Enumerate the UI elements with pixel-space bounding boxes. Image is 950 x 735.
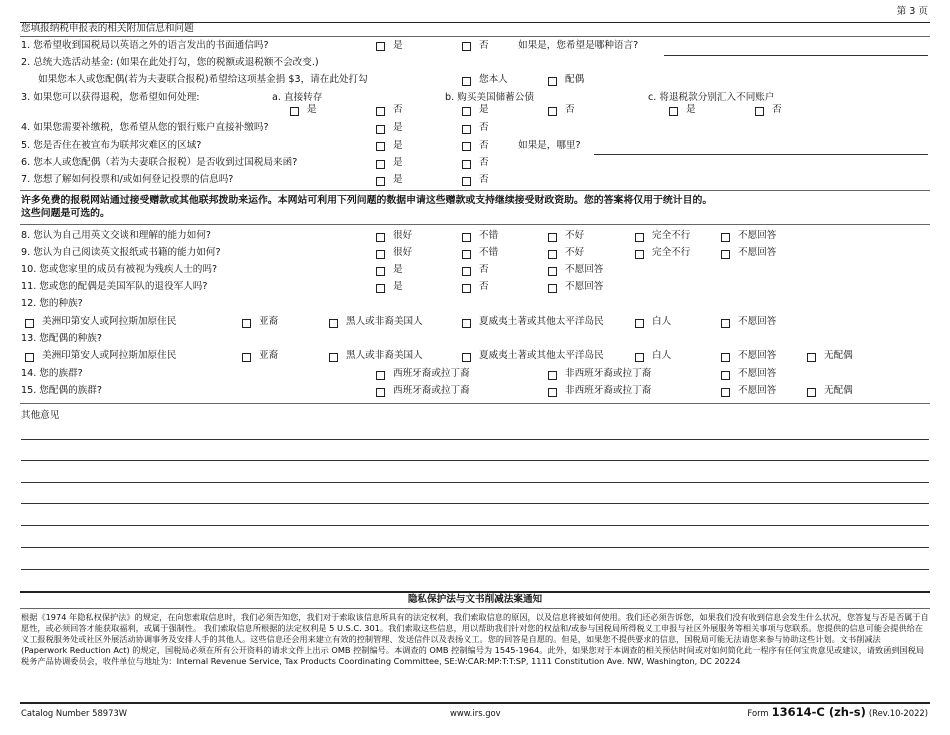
- q4-no-label: 否: [479, 122, 489, 133]
- q15-o2-checkbox[interactable]: [548, 388, 557, 397]
- q12-o6-checkbox[interactable]: [721, 319, 730, 328]
- q11-yes-checkbox[interactable]: [376, 284, 385, 293]
- q11-yes-label: 是: [393, 281, 403, 292]
- catalog-number: Catalog Number 58973W: [21, 708, 128, 718]
- q13-o6-label: 不愿回答: [738, 350, 777, 361]
- q5-follow-label: 如果是，哪里?: [518, 140, 581, 151]
- q11-text: 11. 您或您的配偶是美国军队的退役军人吗?: [21, 281, 208, 292]
- q15-o1-checkbox[interactable]: [376, 388, 385, 397]
- q3-b-yes-checkbox[interactable]: [462, 107, 471, 116]
- q12-o3-checkbox[interactable]: [329, 319, 338, 328]
- comment-line-4[interactable]: [21, 503, 929, 504]
- q5-no-label: 否: [479, 140, 489, 151]
- q15-o3-label: 不愿回答: [738, 385, 777, 396]
- q10-no-checkbox[interactable]: [462, 267, 471, 276]
- q3-a-no-label: 否: [393, 104, 403, 115]
- q5-no-checkbox[interactable]: [462, 142, 471, 151]
- q13-o1-checkbox[interactable]: [25, 353, 34, 362]
- privacy-top-rule: [20, 591, 930, 593]
- q8-o5-checkbox[interactable]: [721, 233, 730, 242]
- q12-o6-label: 不愿回答: [738, 316, 777, 327]
- q13-o3-label: 黑人或非裔美国人: [346, 350, 423, 361]
- q10-text: 10. 您或您家里的成员有被视为残疾人士的吗?: [21, 264, 218, 275]
- q9-o1-checkbox[interactable]: [376, 250, 385, 259]
- q15-o2-label: 非西班牙裔或拉丁裔: [565, 385, 652, 396]
- q2-spouse-label: 配偶: [565, 74, 585, 85]
- q7-yes-label: 是: [393, 174, 403, 185]
- q1-text: 1. 您希望收到国税局以英语之外的语言发出的书面通信吗?: [21, 40, 269, 51]
- q4-yes-label: 是: [393, 122, 403, 133]
- q6-text: 6. 您本人或您配偶（若为夫妻联合报税）是否收到过国税局来函?: [21, 157, 298, 168]
- q8-o4-checkbox[interactable]: [635, 233, 644, 242]
- q8-o1-checkbox[interactable]: [376, 233, 385, 242]
- q8-o2-checkbox[interactable]: [462, 233, 471, 242]
- q7-text: 7. 您想了解如何投票和/或如何登记投票的信息吗?: [21, 174, 234, 185]
- comment-line-1[interactable]: [21, 439, 929, 440]
- q1-no-label: 否: [479, 40, 489, 51]
- q1-no-checkbox[interactable]: [462, 42, 471, 51]
- q12-o5-checkbox[interactable]: [635, 319, 644, 328]
- q6-no-checkbox[interactable]: [462, 160, 471, 169]
- q14-text: 14. 您的族群?: [21, 368, 83, 379]
- privacy-title: 隐私保护法与文书削减法案通知: [407, 594, 543, 605]
- q5-text: 5. 您是否住在被宣布为联邦灾难区的区域?: [21, 140, 202, 151]
- q12-o2-label: 亚裔: [259, 316, 279, 327]
- q15-o1-label: 西班牙裔或拉丁裔: [393, 385, 470, 396]
- q11-no-checkbox[interactable]: [462, 284, 471, 293]
- q8-o2-label: 不错: [479, 230, 499, 241]
- notice-line-1: 许多免费的报税网站通过接受赠款或其他联邦拨助来运作。本网站可利用下列问题的数据申请这些赠款或支持继续接受财政资助。您的答案将仅用于统计目的。: [21, 195, 713, 206]
- notice-line-2: 这些问题是可选的。: [21, 208, 110, 219]
- q5-location-field[interactable]: [594, 154, 928, 155]
- q5-yes-checkbox[interactable]: [376, 142, 385, 151]
- q3-c-yes-checkbox[interactable]: [669, 107, 678, 116]
- q8-o3-label: 不好: [565, 230, 585, 241]
- q12-o1-label: 美洲印第安人或阿拉斯加原住民: [42, 316, 177, 327]
- q12-o4-checkbox[interactable]: [462, 319, 471, 328]
- q3-a-yes-label: 是: [307, 104, 317, 115]
- q8-o4-label: 完全不行: [652, 230, 691, 241]
- q3-a-label: a. 直接转存: [272, 92, 323, 103]
- privacy-text: 根据《1974 年隐私权保护法》的规定，在向您索取信息时，我们必须告知您，我们对于索取该信息所具有的法定权利，我们索取信息的原因，以及信息将被如何使用。我们还必须告诉您，如果我们没有收到信息会发生什么状况，您答复与否是否属于自愿性，或必须回答才能获取福利，或属于强制性。 我们索取信息所根据的法定权利是 5 U.S.C. 301。我们索取这些信息，用以帮助我们针对您的权益和/或参与国税局所得税义工申报与社区外展服务等相关事项与您联系。您提供的信息可能会提供给在义工报税服务处或社区外展活动协调事务及安排人手的其他人。这些信息还会用来建立有效的控制管理、发送信件以及表扬义工。您的回答是自愿的。但是，如果您不提供要求的信息，国税局可能无法请您来参与协助这些计划。文书削减法 (Paperwork Reduction Act) 的规定，国税局必须在所有公开资料的请求文件上出示 OMB 控制编号。本调查的 OMB 控制编号为 1545-1964。此外，如果您对于本调查的相关预估时间或对如何简化此一程序有任何宝贵意见或建议，请致函到国税局税务产品协调委员会，收件单位与地址为：Internal Revenue Service, Tax Products Coordinating Committee, SE:W:CAR:MP:T:T:SP, 1111 Constitution Ave. NW, Washington, DC 20224: [21, 612, 929, 666]
- q9-text: 9. 您认为自己阅读英文报纸或书籍的能力如何?: [21, 247, 221, 258]
- q6-yes-checkbox[interactable]: [376, 160, 385, 169]
- privacy-title-rule: [20, 608, 930, 609]
- other-comments-label: 其他意见: [21, 410, 60, 421]
- q8-o3-checkbox[interactable]: [548, 233, 557, 242]
- q2-text: 2. 总统大选活动基金: (如果在此处打勾，您的税额或退税额不会改变.): [21, 57, 319, 68]
- q9-o4-label: 完全不行: [652, 247, 691, 258]
- q11-decline-label: 不愿回答: [565, 281, 604, 292]
- q4-text: 4. 如果您需要补缴税，您希望从您的银行账户直接补缴吗?: [21, 122, 269, 133]
- q13-text: 13. 您配偶的种族?: [21, 333, 102, 344]
- q13-o6-checkbox[interactable]: [721, 353, 730, 362]
- q9-o5-label: 不愿回答: [738, 247, 777, 258]
- q3-b-label: b. 购买美国储蓄公债: [445, 92, 534, 103]
- q8-o5-label: 不愿回答: [738, 230, 777, 241]
- q4-no-checkbox[interactable]: [462, 125, 471, 134]
- q13-o4-label: 夏威夷土著或其他太平洋岛民: [479, 350, 604, 361]
- q3-text: 3. 如果您可以获得退税，您希望如何处理:: [21, 92, 200, 103]
- footer-rule: [20, 702, 930, 704]
- q15-rule: [20, 403, 930, 404]
- comment-line-2[interactable]: [21, 460, 929, 461]
- q3-c-yes-label: 是: [686, 104, 696, 115]
- q3-a-yes-checkbox[interactable]: [290, 107, 299, 116]
- q12-o4-label: 夏威夷土著或其他太平洋岛民: [479, 316, 604, 327]
- q14-o2-label: 非西班牙裔或拉丁裔: [565, 368, 652, 379]
- q12-o3-label: 黑人或非裔美国人: [346, 316, 423, 327]
- q2-spouse-checkbox[interactable]: [548, 77, 557, 86]
- q12-text: 12. 您的种族?: [21, 298, 83, 309]
- q13-o2-label: 亚裔: [259, 350, 279, 361]
- q13-o2-checkbox[interactable]: [242, 353, 251, 362]
- q15-text: 15. 您配偶的族群?: [21, 385, 102, 396]
- q14-o2-checkbox[interactable]: [548, 371, 557, 380]
- q2-sub-text: 如果您本人或您配偶(若为夫妻联合报税)希望给这项基金捐 $3，请在此处打勾: [38, 74, 368, 85]
- comment-line-6[interactable]: [21, 547, 929, 548]
- q1-yes-checkbox[interactable]: [376, 42, 385, 51]
- q9-o4-checkbox[interactable]: [635, 250, 644, 259]
- q13-o4-checkbox[interactable]: [462, 353, 471, 362]
- section-rule: [20, 36, 930, 37]
- q9-o2-checkbox[interactable]: [462, 250, 471, 259]
- q3-b-no-label: 否: [565, 104, 575, 115]
- q3-b-no-checkbox[interactable]: [548, 107, 557, 116]
- q8-text: 8. 您认为自己用英文交谈和理解的能力如何?: [21, 230, 211, 241]
- q13-o3-checkbox[interactable]: [329, 353, 338, 362]
- q10-decline-label: 不愿回答: [565, 264, 604, 275]
- q8-o1-label: 很好: [393, 230, 413, 241]
- form-id: [747, 706, 928, 720]
- q12-o1-checkbox[interactable]: [25, 319, 34, 328]
- q15-o3-checkbox[interactable]: [721, 388, 730, 397]
- form-number: 13614-C (zh-s): [771, 705, 866, 719]
- page-label: 第 3 页: [896, 6, 928, 17]
- form-prefix: Form: [747, 708, 769, 718]
- q14-o1-checkbox[interactable]: [376, 371, 385, 380]
- q14-o3-label: 不愿回答: [738, 368, 777, 379]
- q11-decline-checkbox[interactable]: [548, 284, 557, 293]
- q4-yes-checkbox[interactable]: [376, 125, 385, 134]
- q3-b-yes-label: 是: [479, 104, 489, 115]
- q7-rule: [20, 190, 930, 191]
- q12-o5-label: 白人: [652, 316, 672, 327]
- q9-o5-checkbox[interactable]: [721, 250, 730, 259]
- q13-o7-label: 无配偶: [824, 350, 853, 361]
- q13-o1-label: 美洲印第安人或阿拉斯加原住民: [42, 350, 177, 361]
- q6-yes-label: 是: [393, 157, 403, 168]
- q15-o4-checkbox[interactable]: [807, 388, 816, 397]
- q3-a-no-checkbox[interactable]: [376, 107, 385, 116]
- q14-o1-label: 西班牙裔或拉丁裔: [393, 368, 470, 379]
- q5-yes-label: 是: [393, 140, 403, 151]
- q2-self-label: 您本人: [479, 74, 508, 85]
- q9-o3-label: 不好: [565, 247, 585, 258]
- q11-no-label: 否: [479, 281, 489, 292]
- q13-o5-label: 白人: [652, 350, 672, 361]
- q15-o4-label: 无配偶: [824, 385, 853, 396]
- q10-decline-checkbox[interactable]: [548, 267, 557, 276]
- notice-rule: [20, 224, 930, 225]
- q1-yes-label: 是: [393, 40, 403, 51]
- q1-follow-label: 如果是，您希望是哪种语言?: [518, 40, 639, 51]
- form-revision: (Rev.10-2022): [868, 708, 928, 718]
- q6-no-label: 否: [479, 157, 489, 168]
- section-title: 您填报纳税申报表的相关附加信息和问题: [21, 23, 194, 34]
- q12-o2-checkbox[interactable]: [242, 319, 251, 328]
- q9-o2-label: 不错: [479, 247, 499, 258]
- q9-o3-checkbox[interactable]: [548, 250, 557, 259]
- comment-line-7[interactable]: [21, 569, 929, 570]
- comment-line-3[interactable]: [21, 482, 929, 483]
- q7-yes-checkbox[interactable]: [376, 177, 385, 186]
- comment-line-5[interactable]: [21, 525, 929, 526]
- q3-c-no-label: 否: [772, 104, 782, 115]
- q13-o7-checkbox[interactable]: [807, 353, 816, 362]
- q2-self-checkbox[interactable]: [462, 77, 471, 86]
- q10-yes-checkbox[interactable]: [376, 267, 385, 276]
- q10-no-label: 否: [479, 264, 489, 275]
- q3-c-no-checkbox[interactable]: [755, 107, 764, 116]
- q13-o5-checkbox[interactable]: [635, 353, 644, 362]
- q1-language-field[interactable]: [664, 55, 928, 56]
- q14-o3-checkbox[interactable]: [721, 371, 730, 380]
- q10-yes-label: 是: [393, 264, 403, 275]
- irs-website: www.irs.gov: [450, 708, 501, 718]
- q7-no-label: 否: [479, 174, 489, 185]
- q9-o1-label: 很好: [393, 247, 413, 258]
- q7-no-checkbox[interactable]: [462, 177, 471, 186]
- q3-c-label: c. 将退税款分别汇入不同账户: [648, 92, 775, 103]
